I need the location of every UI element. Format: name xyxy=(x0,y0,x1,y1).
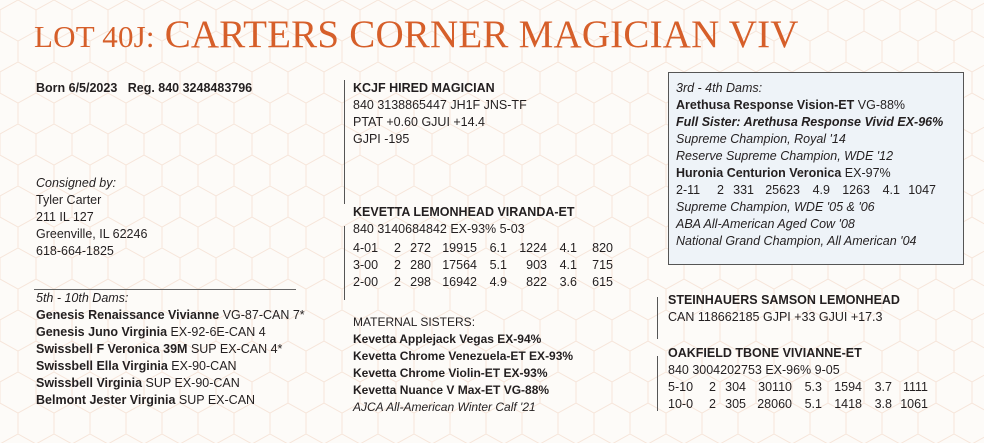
dam-entry: Genesis Juno Virginia EX-92-6E-CAN 4 xyxy=(36,325,266,339)
third-dam-score: VG-88% xyxy=(857,98,906,112)
dams-5-10-label: 5th - 10th Dams: xyxy=(36,291,129,305)
registration-number: Reg. 840 3248483796 xyxy=(127,81,253,95)
record-cell: 2 xyxy=(394,258,401,272)
record-cell: 1263 xyxy=(842,183,870,197)
record-cell: 25623 xyxy=(765,183,800,197)
mgd-name: OAKFIELD TBONE VIVIANNE-ET xyxy=(668,346,862,360)
record-cell: 715 xyxy=(592,258,613,272)
maternal-sisters-label: MATERNAL SISTERS: xyxy=(353,315,476,329)
lot-number: LOT 40J: xyxy=(34,19,155,54)
dam-entry: Swissbell Ella Virginia EX-90-CAN xyxy=(36,359,237,373)
record-cell: 615 xyxy=(592,275,613,289)
dam-record-row xyxy=(353,274,643,291)
record-cell: 16942 xyxy=(442,275,477,289)
consignor-name: Tyler Carter xyxy=(36,193,102,207)
record-cell: 4.1 xyxy=(882,183,900,197)
dam-entry: Swissbell F Veronica 39M SUP EX-CAN 4* xyxy=(36,342,283,356)
maternal-sisters-block xyxy=(353,314,573,416)
dam-record-row xyxy=(353,257,643,274)
record-cell: 30110 xyxy=(758,380,792,394)
fourth-dam-score: EX-97% xyxy=(844,166,891,180)
sire-name: KCJF HIRED MAGICIAN xyxy=(353,81,495,95)
born-reg-line xyxy=(36,80,252,97)
record-cell: 6.1 xyxy=(489,241,507,255)
maternal-sister: Kevetta Chrome Venezuela-ET EX-93% xyxy=(353,349,574,363)
maternal-sister: Kevetta Chrome Violin-ET EX-93% xyxy=(353,366,548,380)
third-dam-name: Arethusa Response Vision-ET xyxy=(676,98,855,112)
record-cell: 1224 xyxy=(519,241,547,255)
record-cell: 305 xyxy=(725,397,746,411)
fourth-dam-note: Supreme Champion, WDE '05 & '06 xyxy=(676,200,875,214)
maternal-sister: Kevetta Applejack Vegas EX-94% xyxy=(353,332,542,346)
third-dam-note: Full Sister: Arethusa Response Vivid EX-96% xyxy=(676,115,944,129)
consigned-label: Consigned by: xyxy=(36,176,116,190)
sire-line-1: 840 3138865447 JH1F JNS-TF xyxy=(353,98,527,112)
mgd-line: 840 3004202753 EX-96% 9-05 xyxy=(668,363,840,377)
record-cell: 3.6 xyxy=(559,275,577,289)
mgs-bracket xyxy=(657,297,658,339)
mgs-block xyxy=(668,292,900,326)
mgd-block xyxy=(668,345,958,413)
record-cell: 272 xyxy=(410,241,431,255)
dam-name: KEVETTA LEMONHEAD VIRANDA-ET xyxy=(353,205,575,219)
record-cell: 4-01 xyxy=(353,241,379,255)
record-cell: 2-11 xyxy=(676,183,701,197)
consignor-phone: 618-664-1825 xyxy=(36,244,114,258)
page-title xyxy=(34,12,799,57)
record-cell: 28060 xyxy=(757,397,792,411)
dam-records xyxy=(353,240,643,291)
record-cell: 3.8 xyxy=(874,397,892,411)
dam-entry: Swissbell Virginia SUP EX-90-CAN xyxy=(36,376,240,390)
record-cell: 5.1 xyxy=(804,397,822,411)
record-cell: 1047 xyxy=(908,183,936,197)
record-cell: 5.1 xyxy=(489,258,507,272)
record-cell: 2-00 xyxy=(353,275,379,289)
record-cell: 2 xyxy=(709,380,716,394)
record-cell: 2 xyxy=(394,275,401,289)
record-cell: 17564 xyxy=(442,258,477,272)
dams-3-4-label: 3rd - 4th Dams: xyxy=(676,81,763,95)
dam-id-line: 840 3140684842 EX-93% 5-03 xyxy=(353,222,525,236)
record-cell: 2 xyxy=(709,397,716,411)
dam-entry: Genesis Renaissance Vivianne VG-87-CAN 7* xyxy=(36,308,305,322)
dam-entry: Belmont Jester Virginia SUP EX-CAN xyxy=(36,393,256,407)
consignor-street: 211 IL 127 xyxy=(36,210,94,224)
dam-record-row xyxy=(353,240,643,257)
third-dam-note: Reserve Supreme Champion, WDE '12 xyxy=(676,149,894,163)
record-cell: 903 xyxy=(526,258,547,272)
record-cell: 2 xyxy=(394,241,401,255)
fourth-dam-name: Huronia Centurion Veronica xyxy=(676,166,842,180)
record-cell: 5-10 xyxy=(668,380,694,394)
record-cell: 4.9 xyxy=(812,183,830,197)
record-cell: 4.9 xyxy=(489,275,507,289)
mgs-name: STEINHAUERS SAMSON LEMONHEAD xyxy=(668,293,900,307)
sire-line-2: PTAT +0.60 GJUI +14.4 xyxy=(353,115,486,129)
dams-3-4-content xyxy=(676,80,958,250)
sire-line-3: GJPI -195 xyxy=(353,132,410,146)
record-cell: 1061 xyxy=(900,397,928,411)
record-cell: 19915 xyxy=(442,241,477,255)
mgd-record-row xyxy=(668,396,958,413)
record-cell: 1111 xyxy=(902,380,928,394)
record-cell: 822 xyxy=(526,275,547,289)
fourth-dam-record xyxy=(676,182,958,199)
record-cell: 1594 xyxy=(834,380,862,394)
consignor-city: Greenville, IL 62246 xyxy=(36,227,148,241)
record-cell: 304 xyxy=(725,380,746,394)
mgs-line: CAN 118662185 GJPI +33 GJUI +17.3 xyxy=(668,310,883,324)
mgd-bracket xyxy=(657,356,658,411)
mgd-record-row xyxy=(668,379,958,396)
record-cell: 1418 xyxy=(834,397,862,411)
maternal-note: AJCA All-American Winter Calf '21 xyxy=(353,400,536,414)
record-cell: 820 xyxy=(592,241,613,255)
record-cell: 4.1 xyxy=(559,258,577,272)
fourth-dam-note: National Grand Champion, All American '04 xyxy=(676,234,917,248)
record-cell: 280 xyxy=(410,258,431,272)
record-cell: 5.3 xyxy=(804,380,822,394)
record-cell: 298 xyxy=(410,275,431,289)
maternal-sister: Kevetta Nuance V Max-ET VG-88% xyxy=(353,383,550,397)
record-cell: 4.1 xyxy=(559,241,577,255)
dams-5-10-block xyxy=(36,290,305,409)
born-date: Born 6/5/2023 xyxy=(36,81,118,95)
sire-bracket xyxy=(344,80,345,204)
dam-block xyxy=(353,204,575,238)
consignor-block xyxy=(36,175,147,260)
sire-block xyxy=(353,80,527,148)
record-cell: 3-00 xyxy=(353,258,379,272)
record-cell: 3.7 xyxy=(874,380,892,394)
dam-bracket xyxy=(344,226,345,300)
animal-name: CARTERS CORNER MAGICIAN VIV xyxy=(164,13,799,56)
fourth-dam-note: ABA All-American Aged Cow '08 xyxy=(676,217,855,231)
record-cell: 331 xyxy=(733,183,754,197)
record-cell: 2 xyxy=(717,183,724,197)
record-cell: 10-0 xyxy=(668,397,694,411)
third-dam-note: Supreme Champion, Royal '14 xyxy=(676,132,846,146)
